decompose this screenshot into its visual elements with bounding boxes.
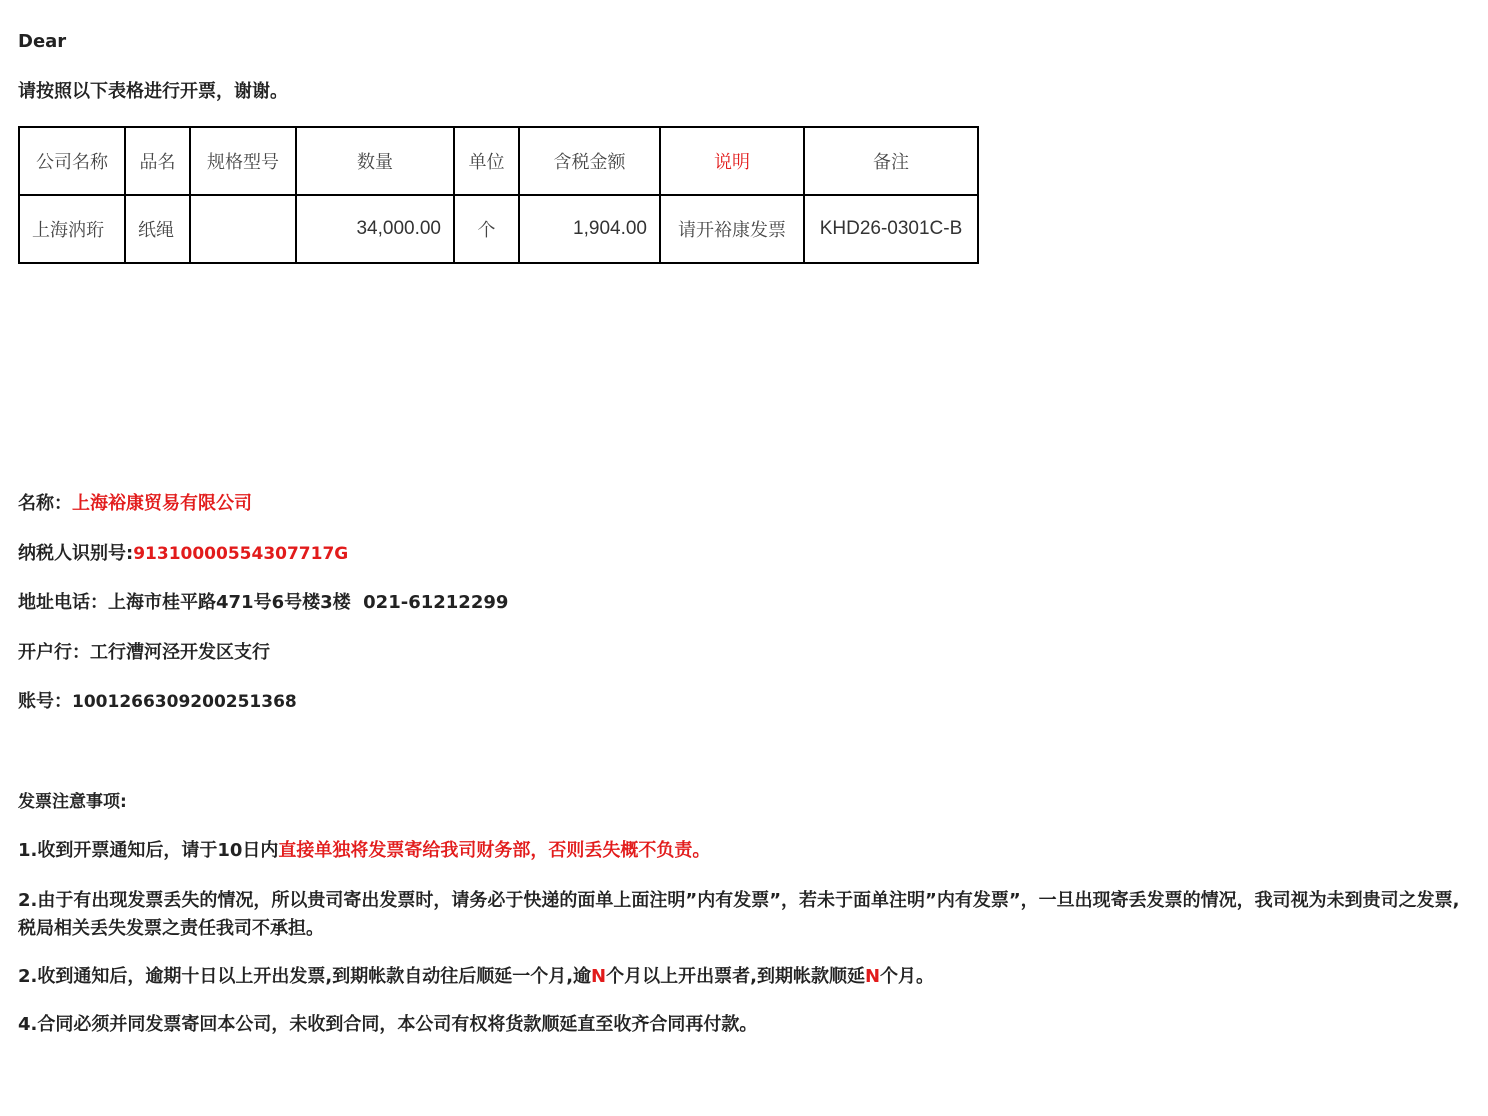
note-1-red: 直接单独将发票寄给我司财务部，否则丢失概不负责。 bbox=[278, 840, 711, 861]
note-4: 4.合同必须并同发票寄回本公司，未收到合同，本公司有权将货款顺延直至收齐合同再付款。 bbox=[18, 1014, 758, 1035]
header-description: 说明 bbox=[660, 127, 804, 195]
address-phone-value: 上海市桂平路471号6号楼3楼 021-61212299 bbox=[108, 592, 509, 613]
table-header-row bbox=[19, 127, 978, 195]
cell-quantity: 34,000.00 bbox=[296, 195, 454, 263]
note-3-n2: N bbox=[864, 966, 881, 987]
invoice-table bbox=[18, 126, 979, 264]
taxpayer-id-label: 纳税人识别号: bbox=[18, 543, 134, 564]
note-1 bbox=[18, 839, 710, 863]
header-unit: 单位 bbox=[454, 127, 519, 195]
header-company: 公司名称 bbox=[19, 127, 125, 195]
intro-text: 请按照以下表格进行开票，谢谢。 bbox=[18, 81, 288, 102]
bank-line bbox=[18, 641, 270, 665]
cell-description: 请开裕康发票 bbox=[660, 195, 804, 263]
note-3 bbox=[18, 965, 934, 989]
table-row bbox=[19, 195, 978, 263]
cell-spec bbox=[190, 195, 296, 263]
header-quantity: 数量 bbox=[296, 127, 454, 195]
bank-label: 开户行： bbox=[18, 642, 90, 663]
account-label: 账号： bbox=[18, 691, 72, 712]
company-name-label: 名称： bbox=[18, 493, 72, 514]
greeting: Dear bbox=[18, 31, 67, 52]
note-3-part-a: 2.收到通知后，逾期十日以上开出发票,到期帐款自动往后顺延一个月,逾 bbox=[18, 966, 592, 987]
taxpayer-id-value: 913100005543077​17G bbox=[133, 544, 349, 564]
company-name-value: 上海裕康贸易有限公司 bbox=[72, 493, 252, 514]
account-value: 1001266309200251368 bbox=[72, 692, 297, 712]
header-spec: 规格型号 bbox=[190, 127, 296, 195]
address-phone-label: 地址电话： bbox=[18, 592, 108, 613]
address-phone-line bbox=[18, 591, 508, 615]
note-3-part-b: 个月以上开出票者,到期帐款顺延 bbox=[606, 966, 865, 987]
cell-remark: KHD26-0301C-B bbox=[804, 195, 978, 263]
cell-amount: 1,904.00 bbox=[519, 195, 660, 263]
header-product: 品名 bbox=[125, 127, 190, 195]
cell-unit: 个 bbox=[454, 195, 519, 263]
account-line bbox=[18, 690, 297, 714]
note-2: 2.由于有出现发票丢失的情况，所以贵司寄出发票时，请务必于快递的面单上面注明”内有发票”，若未于面单注明”内有发票”，一旦出现寄丢发票的情况，我司视为未到贵司之发票,税局相关丢失发票之责任我司不承担。 bbox=[18, 890, 1460, 939]
company-name-line bbox=[18, 492, 252, 516]
note-3-part-c: 个月。 bbox=[880, 966, 935, 987]
taxpayer-id-line bbox=[18, 542, 348, 566]
note-1-prefix: 1.收到开票通知后，请于10日内 bbox=[18, 840, 279, 861]
header-remark: 备注 bbox=[804, 127, 978, 195]
cell-product: 纸绳 bbox=[125, 195, 190, 263]
notes-title: 发票注意事项: bbox=[18, 792, 127, 812]
bank-value: 工行漕河泾开发区支行 bbox=[90, 642, 270, 663]
note-3-n1: N bbox=[591, 966, 607, 987]
cell-company: 上海汭珩 bbox=[19, 195, 125, 263]
header-amount: 含税金额 bbox=[519, 127, 660, 195]
